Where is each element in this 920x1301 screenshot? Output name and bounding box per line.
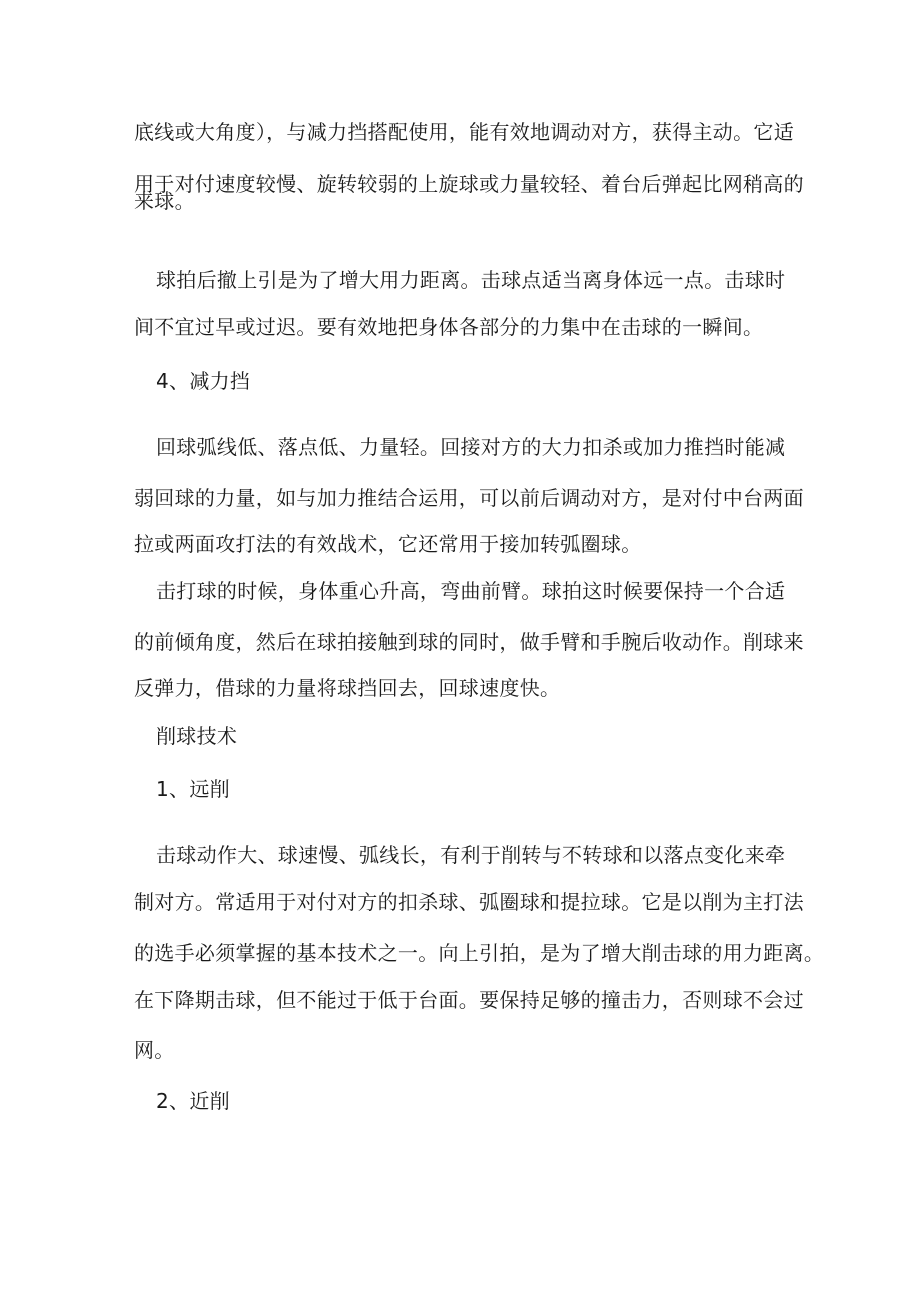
paragraph-line: 弱回球的力量，如与加力推结合运用，可以前后调动对方，是对付中台两面 bbox=[134, 486, 804, 510]
paragraph-line: 击打球的时候，身体重心升高，弯曲前臂。球拍这时候要保持一个合适 bbox=[156, 579, 786, 603]
paragraph-line: 底线或大角度），与减力挡搭配使用，能有效地调动对方，获得主动。它适 bbox=[134, 120, 794, 144]
section-heading: 1、远削 bbox=[156, 777, 230, 801]
paragraph-line: 间不宜过早或过迟。要有效地把身体各部分的力集中在击球的一瞬间。 bbox=[134, 315, 764, 339]
paragraph-line: 的前倾角度，然后在球拍接触到球的同时，做手臂和手腕后收动作。削球来 bbox=[134, 630, 804, 654]
paragraph-line: 用于对付速度较慢、旋转较弱的上旋球或力量较轻、着台后弹起比网稍高的 bbox=[134, 172, 804, 196]
section-heading: 2、近削 bbox=[156, 1089, 230, 1113]
paragraph-line: 来球。 bbox=[134, 189, 195, 213]
paragraph-line: 球拍后撤上引是为了增大用力距离。击球点适当离身体远一点。击球时 bbox=[156, 268, 786, 292]
section-heading: 4、减力挡 bbox=[156, 369, 251, 393]
section-heading: 削球技术 bbox=[156, 724, 238, 748]
paragraph-line: 网。 bbox=[134, 1038, 175, 1062]
paragraph-line: 反弹力，借球的力量将球挡回去，回球速度快。 bbox=[134, 676, 561, 700]
paragraph-line: 的选手必须掌握的基本技术之一。向上引拍，是为了增大削击球的用力距离。 bbox=[134, 941, 825, 965]
paragraph-line: 在下降期击球，但不能过于低于台面。要保持足够的撞击力，否则球不会过 bbox=[134, 988, 804, 1012]
paragraph-line: 制对方。常适用于对付对方的扣杀球、弧圈球和提拉球。它是以削为主打法 bbox=[134, 890, 804, 914]
paragraph-line: 击球动作大、球速慢、弧线长，有利于削转与不转球和以落点变化来牵 bbox=[156, 843, 786, 867]
paragraph-line: 回球弧线低、落点低、力量轻。回接对方的大力扣杀或加力推挡时能减 bbox=[156, 435, 786, 459]
paragraph-line: 拉或两面攻打法的有效战术，它还常用于接加转弧圈球。 bbox=[134, 532, 642, 556]
